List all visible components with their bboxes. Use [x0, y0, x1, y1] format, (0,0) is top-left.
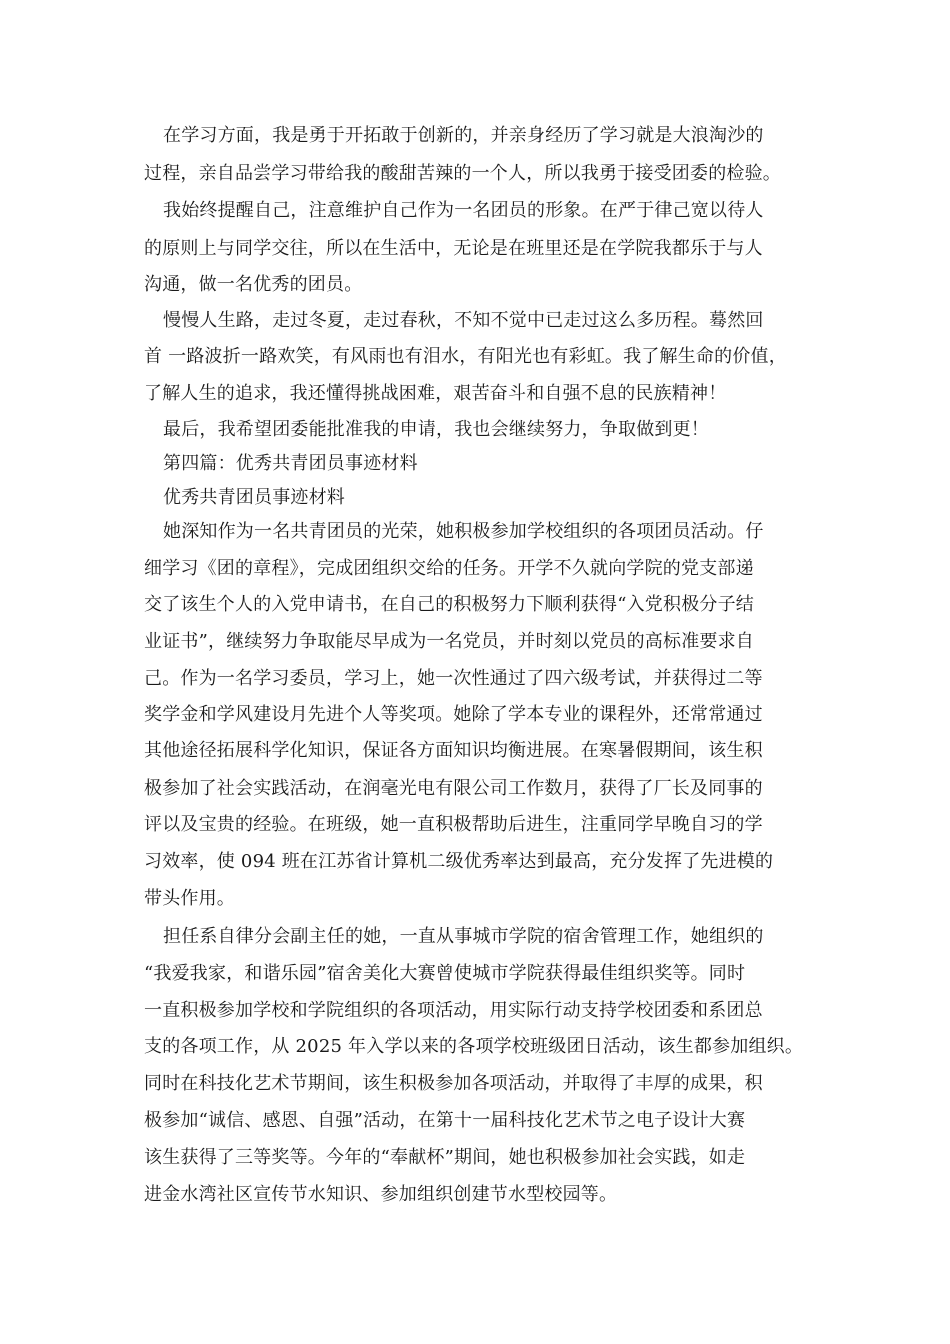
text-line: 同时在科技化艺术节期间，该生积极参加各项活动，并取得了丰厚的成果，积: [144, 1073, 763, 1094]
text-line: 了解人生的追求，我还懂得挑战困难，艰苦奋斗和自强不息的民族精神！: [144, 383, 727, 404]
text-line: 该生获得了三等奖等。今年的“奉献杯”期间，她也积极参加社会实践，如走: [144, 1147, 746, 1168]
text-line: 其他途径拓展科学化知识，保证各方面知识均衡进展。在寒暑假期间，该生积: [144, 740, 763, 761]
text-line: 交了该生个人的入党申请书，在自己的积极努力下顺利获得“入党积极分子结: [144, 594, 754, 615]
text-line: 的原则上与同学交往，所以在生活中，无论是在班里还是在学院我都乐于与人: [144, 238, 763, 259]
text-line: 极参加了社会实践活动，在润毫光电有限公司工作数月，获得了厂长及同事的: [144, 778, 763, 799]
text-line: 细学习《团的章程》，完成团组织交给的任务。开学不久就向学院的党支部递: [144, 558, 754, 579]
text-line: 支的各项工作，从 2025 年入学以来的各项学校班级团日活动，该生都参加组织。: [144, 1036, 804, 1057]
section-heading: 第四篇：优秀共青团员事迹材料: [163, 453, 418, 474]
text-line: 奖学金和学风建设月先进个人等奖项。她除了学本专业的课程外，还常常通过: [144, 704, 763, 725]
text-line: 一直积极参加学校和学院组织的各项活动，用实际行动支持学校团委和系团总: [144, 1000, 763, 1021]
text-line: 进金水湾社区宣传节水知识、参加组织创建节水型校园等。: [144, 1184, 618, 1205]
text-line: “我爱我家，和谐乐园”宿舍美化大赛曾使城市学院获得最佳组织奖等。同时: [144, 963, 746, 984]
text-line: 业证书”，继续努力争取能尽早成为一名党员，并时刻以党员的高标准要求自: [144, 631, 754, 652]
text-line: 评以及宝贵的经验。在班级，她一直积极帮助后进生，注重同学早晚自习的学: [144, 814, 763, 835]
text-line: 沟通，做一名优秀的团员。: [144, 274, 363, 295]
text-line: 担任系自律分会副主任的她，一直从事城市学院的宿舍管理工作，她组织的: [163, 926, 764, 947]
text-line: 带头作用。: [144, 888, 235, 909]
text-line: 己。作为一名学习委员，学习上，她一次性通过了四六级考试，并获得过二等: [144, 668, 763, 689]
text-line: 在学习方面，我是勇于开拓敢于创新的，并亲身经历了学习就是大浪淘沙的: [163, 125, 764, 146]
text-line: 极参加“诚信、感恩、自强”活动，在第十一届科技化艺术节之电子设计大赛: [144, 1110, 746, 1131]
text-line: 过程，亲自品尝学习带给我的酸甜苦辣的一个人，所以我勇于接受团委的检验。: [144, 163, 781, 184]
text-line: 最后，我希望团委能批准我的申请，我也会继续努力，争取做到更！: [163, 419, 709, 440]
text-line: 她深知作为一名共青团员的光荣，她积极参加学校组织的各项团员活动。仔: [163, 521, 764, 542]
text-line: 我始终提醒自己，注意维护自己作为一名团员的形象。在严于律己宽以待人: [163, 200, 764, 221]
text-line: 习效率，使 094 班在江苏省计算机二级优秀率达到最高，充分发挥了先进模的: [144, 851, 774, 872]
section-subtitle: 优秀共青团员事迹材料: [163, 487, 345, 508]
text-line: 首 一路波折一路欢笑，有风雨也有泪水，有阳光也有彩虹。我了解生命的价值，: [144, 346, 787, 367]
text-line: 慢慢人生路，走过冬夏，走过春秋，不知不觉中已走过这么多历程。蓦然回: [163, 310, 764, 331]
